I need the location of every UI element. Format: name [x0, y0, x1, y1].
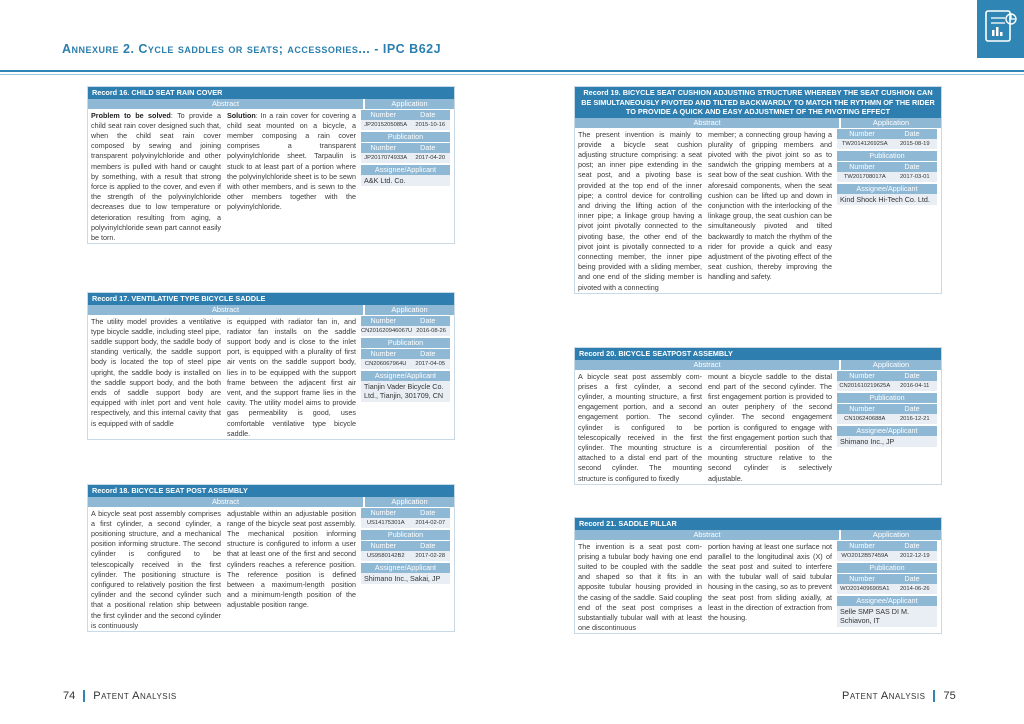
date-header: Date — [904, 161, 920, 171]
footer-divider — [933, 690, 935, 702]
app-number: WO2012B57459A — [841, 552, 889, 559]
number-header: Number — [849, 370, 875, 380]
number-header: Number — [370, 540, 397, 550]
publication-header: Publication — [361, 338, 450, 348]
record-21 — [574, 517, 942, 634]
application-panel — [361, 109, 450, 244]
abstract-col-2: portion having at least one surface not parallel to the longitudinal axis (X) of the seat post and suited to interfere with the tubular wall of said tubular housing in the casing, so as to prevent the seat post from sliding axially, at least in the direction of extraction from the housing. — [708, 541, 832, 622]
footer-label-right: Patent Analysis — [842, 690, 926, 702]
application-panel — [837, 540, 937, 634]
number-header: Number — [849, 161, 875, 171]
app-number: US14175301A — [366, 519, 405, 526]
app-number: JP2015205085A — [364, 121, 408, 128]
app-date: 2014-02-07 — [415, 519, 446, 526]
pub-number: JP2017074933A — [364, 154, 408, 161]
pub-date: 2017-03-01 — [899, 173, 930, 180]
publication-header: Publication — [361, 530, 450, 540]
number-header: Number — [370, 142, 397, 152]
publication-header: Publication — [837, 563, 937, 573]
header-icon-block — [977, 0, 1024, 58]
abstract-header: Abstract — [88, 497, 363, 507]
application-header: Application — [365, 497, 454, 507]
assignee-header: Assignee/Applicant — [361, 563, 450, 573]
pub-date: 2014-06-26 — [899, 585, 930, 592]
abstract-col-1: The present invention is mainly to provide a bicycle seat cushion adjusting structure comprising: a seat post; an inner pipe extending in the seat post, and a pivoting base is provided at the top end of the inner pipe; a control device for controlling and driving the lifting action of the inner pipe; a linkage group having a pivot joint pivotally connected to the pivoting base, the other end of the pivot joint is pivotally connected to a connecting member, the inner pipe being provided with a sliding member, and one end of the sliding member is pivoted with a connecting — [578, 129, 702, 292]
footer-label-left: Patent Analysis — [93, 690, 177, 702]
date-header: Date — [904, 540, 920, 550]
page-title: Annexure 2. Cycle saddles or seats; accessories... - IPC B62J — [62, 42, 442, 56]
application-header: Application — [365, 99, 454, 109]
abstract-col-2: mount a bicycle saddle to the distal end part of the second cylinder. The first engagement portion is provided to an outer periphery of the second cylinder. The second engagement portion is configured to engage with the first engagement portion such that a circumferential position of the mounting structure relative to the second cylinder is selectively adjustable. — [708, 371, 832, 483]
number-header: Number — [849, 573, 875, 583]
report-chart-icon — [983, 8, 1019, 48]
assignee-header: Assignee/Applicant — [361, 371, 450, 381]
app-date: 2016-08-26 — [416, 327, 446, 334]
record-title: Record 19. BICYCLE SEAT CUSHION ADJUSTING STRUCTURE WHEREBY THE SEAT CUSHION CAN BE SIMULTANEOUSLY PIVOTED AND TILTED BACKWARDLY TO MATCH THE RYTHMN OF THE RIDER TO PROVIDE A QUICK AND EASY ADJUSTMNET OF THE PIVOTING EFFECT — [575, 87, 941, 118]
date-header: Date — [420, 348, 436, 358]
record-18 — [87, 484, 455, 632]
record-19 — [574, 86, 942, 294]
app-number: TW201412692SA — [841, 140, 888, 147]
footer-divider — [83, 690, 85, 702]
abstract-header: Abstract — [575, 360, 839, 370]
abstract-col-1 — [88, 109, 224, 244]
record-20 — [574, 347, 942, 485]
problem-label: Problem to be solved — [91, 110, 171, 120]
abstract-text: : In a rain cover for covering a child seat mounted on a bicycle, a member composing a rain cover comprises a transparent polyvinylchloride sheet. Tarpaulin is stuck to at least part of a portion where the polyvinylchloride sheet is to be sewn with other members, and is sewn to the other members together with the polyvinylchloride. — [227, 110, 356, 212]
publication-header: Publication — [361, 132, 450, 142]
page-number-left: 74 — [63, 690, 76, 702]
pub-date: 2017-04-20 — [415, 154, 446, 161]
application-header: Application — [841, 530, 941, 540]
abstract-col-1: A bicycle seat post assembly comprises a first cylinder, a second cylinder, a mounting structure, a first engagement portion, and a second engagement portion. The second cylinder is configured to be telescopically received in the first cylinder. The mounting structure is attached to a distal end part of the second cylinder. The mounting structure is configured to fixedly — [578, 371, 702, 483]
number-header: Number — [849, 540, 875, 550]
date-header: Date — [420, 507, 436, 517]
page-number-right: 75 — [943, 690, 956, 702]
abstract-header: Abstract — [575, 118, 839, 128]
number-header: Number — [370, 315, 397, 325]
pub-date: 2017-04-05 — [415, 360, 446, 367]
abstract-header: Abstract — [88, 305, 363, 315]
application-header: Application — [365, 305, 454, 315]
application-header: Application — [841, 118, 941, 128]
app-date: 2015-08-19 — [899, 140, 930, 147]
record-17 — [87, 292, 455, 440]
application-panel — [837, 370, 937, 484]
publication-header: Publication — [837, 393, 937, 403]
application-panel — [361, 507, 450, 631]
abstract-col-1: The utility model provides a ventilative type bicycle saddle, including steel pipe, saddle support body, the saddle body of standing vertically, the saddle support body is located the top of steel pipe upright, the saddle body is installed on the saddle support body, and the both ends of saddle support body are equipped with inlet port and vent hole respectively, and this internal cavity that is equipped with of saddle — [91, 316, 221, 428]
assignee-header: Assignee/Applicant — [837, 596, 937, 606]
solution-label: Solution — [227, 110, 256, 120]
footer-left — [63, 690, 177, 702]
number-header: Number — [849, 128, 875, 138]
app-number: CN201610219625A — [839, 382, 891, 389]
application-panel — [837, 128, 937, 293]
pub-number: CN206067964U — [364, 360, 407, 367]
pub-date: 2016-12-21 — [899, 415, 930, 422]
date-header: Date — [420, 315, 436, 325]
record-title: Record 16. CHILD SEAT RAIN COVER — [88, 87, 454, 99]
record-title: Record 17. VENTILATIVE TYPE BICYCLE SADDLE — [88, 293, 454, 305]
date-header: Date — [420, 109, 436, 119]
date-header: Date — [904, 128, 920, 138]
application-panel — [361, 315, 450, 439]
abstract-col-1: The invention is a seat post comprising a tubular body having one end suited to be coupled with the saddle and shaped so that it fits in an apposite tubular housing provided in the casing of the saddle. Said coupling end of the seat post comprises a substantially tubular wall with at least one discontinuous — [578, 541, 702, 633]
app-date: 2012-12-19 — [899, 552, 930, 559]
record-title: Record 18. BICYCLE SEAT POST ASSEMBLY — [88, 485, 454, 497]
assignee-value: Kind Shock Hi-Tech Co. Ltd. — [837, 194, 937, 206]
date-header: Date — [420, 540, 436, 550]
pub-date: 2017-02-28 — [415, 552, 446, 559]
record-16 — [87, 86, 455, 244]
header-rule-thin — [0, 74, 1024, 75]
date-header: Date — [904, 573, 920, 583]
publication-header: Publication — [837, 151, 937, 161]
application-header: Application — [841, 360, 941, 370]
abstract-header: Abstract — [88, 99, 363, 109]
pub-number: CN106240688A — [844, 415, 886, 422]
date-header: Date — [420, 142, 436, 152]
number-header: Number — [370, 507, 397, 517]
app-date: 2015-10-16 — [415, 121, 446, 128]
app-date: 2016-04-11 — [900, 382, 930, 389]
app-number: CN201620946067U — [361, 327, 413, 334]
record-title: Record 21. SADDLE PILLAR — [575, 518, 941, 530]
pub-number: TW201708017A — [843, 173, 886, 180]
date-header: Date — [904, 403, 920, 413]
abstract-col-2: member; a connecting group having a plurality of gripping members and pivoted with the pivot joint so as to sandwich the gripping members at a seat bow of the seat cushion. With the aforesaid components, when the seat cushion can be lifted up and down in conjunction with the interlocking of the linkage group, the seat cushion can be simultaneously pivoted and tilted backwardly to match the rhythm of the rider for provide a quick and easy adjustment of the pivoting effect of the seat cushion, thereby improving the handling and safety. — [708, 129, 832, 282]
abstract-col-2: is equipped with radiator fan in, and radiator fan installs on the saddle support body and is close to the inlet port, is equipped with a plurality of first air vents on the saddle support body, lies in to be equipped with the support frame between the adjacent first air vent, and the support frame lies in the cavity. The utility model aims to provide gas permeability is good, uses comfortable ventilative type bicycle saddle. — [227, 316, 356, 438]
assignee-value: A&K Ltd. Co. — [361, 175, 450, 187]
header-rule — [0, 70, 1024, 72]
date-header: Date — [904, 370, 920, 380]
pub-number: WO2014096905A1 — [840, 585, 890, 592]
number-header: Number — [370, 109, 397, 119]
pub-number: US9580142B2 — [366, 552, 405, 559]
assignee-value: Tianjin Vader Bicycle Co. Ltd., Tianjin, 301709, CN — [361, 381, 450, 402]
abstract-header: Abstract — [575, 530, 839, 540]
abstract-col-2: adjustable within an adjustable position range of the bicycle seat post assembly. The mechanical position informing structure is configured to inform a user that at least one of the first and second cylinders reaches a reference position. The reference position is defined between a maximum-length position and a minimum-length position of the adjustable position range. — [227, 508, 356, 610]
abstract-col-1: A bicycle seat post assembly comprises a first cylinder, a second cylinder, a positioning structure, and a mechanical position informing structure. The second cylinder is configured to be telescopically received in the first cylinder. The positioning structure is configured to relatively position the first cylinder and the second cylinder such that a positional relation ship between the first cylinder and the second cylinder is continuously — [91, 508, 221, 630]
abstract-col-2 — [224, 109, 359, 244]
assignee-value: Shimano Inc., JP — [837, 436, 937, 448]
footer-right — [842, 690, 956, 702]
assignee-header: Assignee/Applicant — [837, 426, 937, 436]
assignee-header: Assignee/Applicant — [361, 165, 450, 175]
assignee-value: Shimano Inc., Sakai, JP — [361, 573, 450, 585]
number-header: Number — [370, 348, 397, 358]
assignee-value: Selle SMP SAS DI M. Schiavon, IT — [837, 606, 937, 627]
abstract-text: : To provide a child seat rain cover designed such that, when the child seat rain cover composed by sewing and joining transparent polyvinylchloride and other members is pulled with hand or caught by something, with a result that strong force is applied to the cover, and even if the strength of the polyvinylchloride decreases due to low temperature or deterioration resulting from aging, a polyvinylchloride sewn part cannot easily be torn. — [91, 110, 221, 242]
assignee-header: Assignee/Applicant — [837, 184, 937, 194]
number-header: Number — [849, 403, 875, 413]
record-title: Record 20. BICYCLE SEATPOST ASSEMBLY — [575, 348, 941, 360]
